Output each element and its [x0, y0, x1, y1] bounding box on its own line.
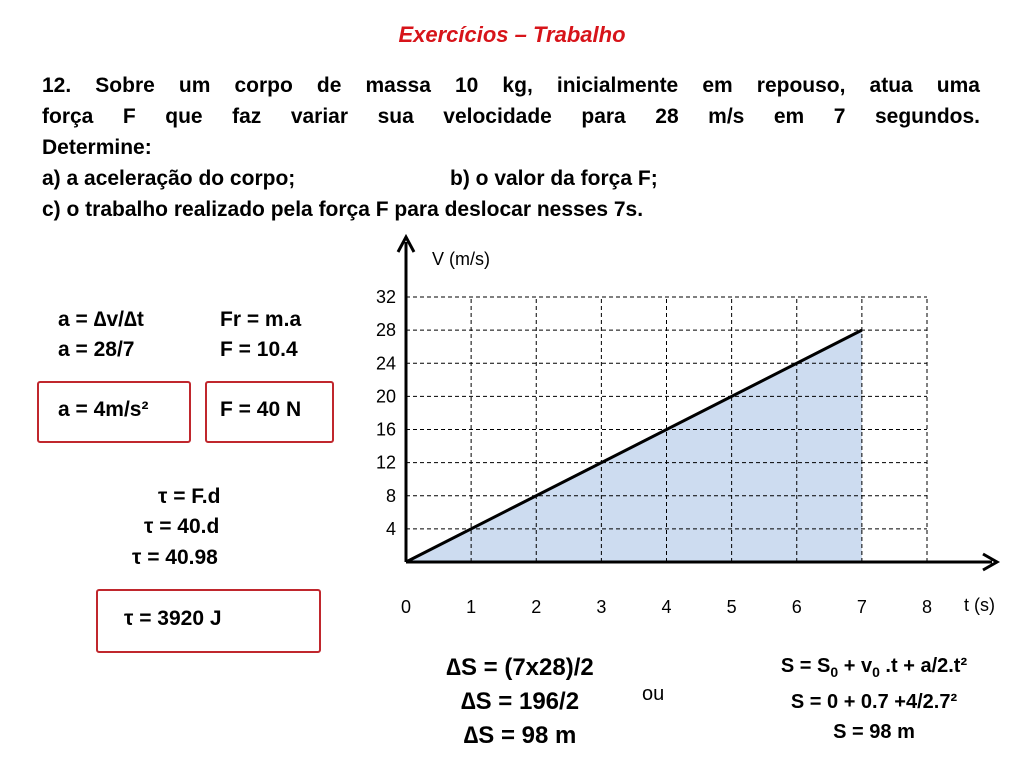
area-line-1: ∆S = (7x28)/2: [446, 654, 594, 681]
x-tick-label: 4: [661, 597, 672, 617]
x-tick-label: 2: [531, 597, 542, 617]
accel-formula: a = ∆v/∆t: [58, 308, 144, 331]
y-tick-label: 20: [375, 386, 396, 407]
x-tick-label: 1: [466, 597, 477, 617]
force-result: F = 40 N: [220, 398, 302, 421]
area-line-2: ∆S = 196/2: [460, 688, 580, 715]
area-line-3: ∆S = 98 m: [463, 722, 577, 749]
y-tick-label: 32: [375, 287, 396, 307]
y-axis-label: V (m/s): [432, 249, 490, 269]
y-tick-label: 16: [375, 419, 396, 440]
y-tick-label: 4: [385, 518, 396, 539]
area-calculation: [400, 651, 640, 753]
page-title: Exercícios – Trabalho: [398, 22, 626, 47]
y-tick-label: 12: [375, 452, 396, 473]
problem-item-c: c) o trabalho realizado pela força F para deslocar nesses 7s.: [42, 198, 644, 221]
x-tick-label: 6: [791, 597, 802, 617]
kinematic-calculation: [724, 651, 1024, 747]
accel-substitution: a = 28/7: [58, 338, 135, 361]
x-tick-label: 7: [856, 597, 867, 617]
work-formula: τ = F.d: [158, 485, 221, 508]
x-tick-label: 3: [596, 597, 607, 617]
problem-line-1: 12. Sobre um corpo de massa 10 kg, inicialmente em repouso, atua uma: [42, 74, 980, 97]
work-substitution-1: τ = 40.d: [144, 515, 220, 538]
accel-result: a = 4m/s²: [58, 398, 149, 421]
x-tick-label: 8: [921, 597, 933, 617]
x-tick-label: 0: [400, 597, 412, 617]
kin-line-3: S = 98 m: [833, 721, 915, 743]
or-label: ou: [642, 683, 665, 705]
kin-line-1: $S = S_0 + v_0$ .t + a/2.t²: [780, 655, 968, 680]
y-tick-label: 8: [385, 485, 396, 506]
work-result: τ = 3920 J: [124, 607, 222, 630]
y-tick-label: 24: [375, 353, 396, 374]
kin-line-2: S = 0 + 0.7 +4/2.7²: [790, 691, 958, 713]
work-substitution-2: τ = 40.98: [132, 546, 218, 569]
problem-item-b: b) o valor da força F;: [450, 167, 658, 190]
force-formula: Fr = m.a: [220, 308, 302, 331]
x-tick-label: 5: [726, 597, 737, 617]
problem-line-2: força F que faz variar sua velocidade para 28 m/s em 7 segundos.: [42, 105, 980, 128]
y-tick-label: 28: [375, 320, 396, 341]
problem-line-3: Determine:: [42, 136, 152, 159]
x-axis-label: t (s): [964, 595, 995, 615]
problem-item-a: a) a aceleração do corpo;: [42, 167, 296, 190]
force-substitution: F = 10.4: [220, 338, 298, 361]
